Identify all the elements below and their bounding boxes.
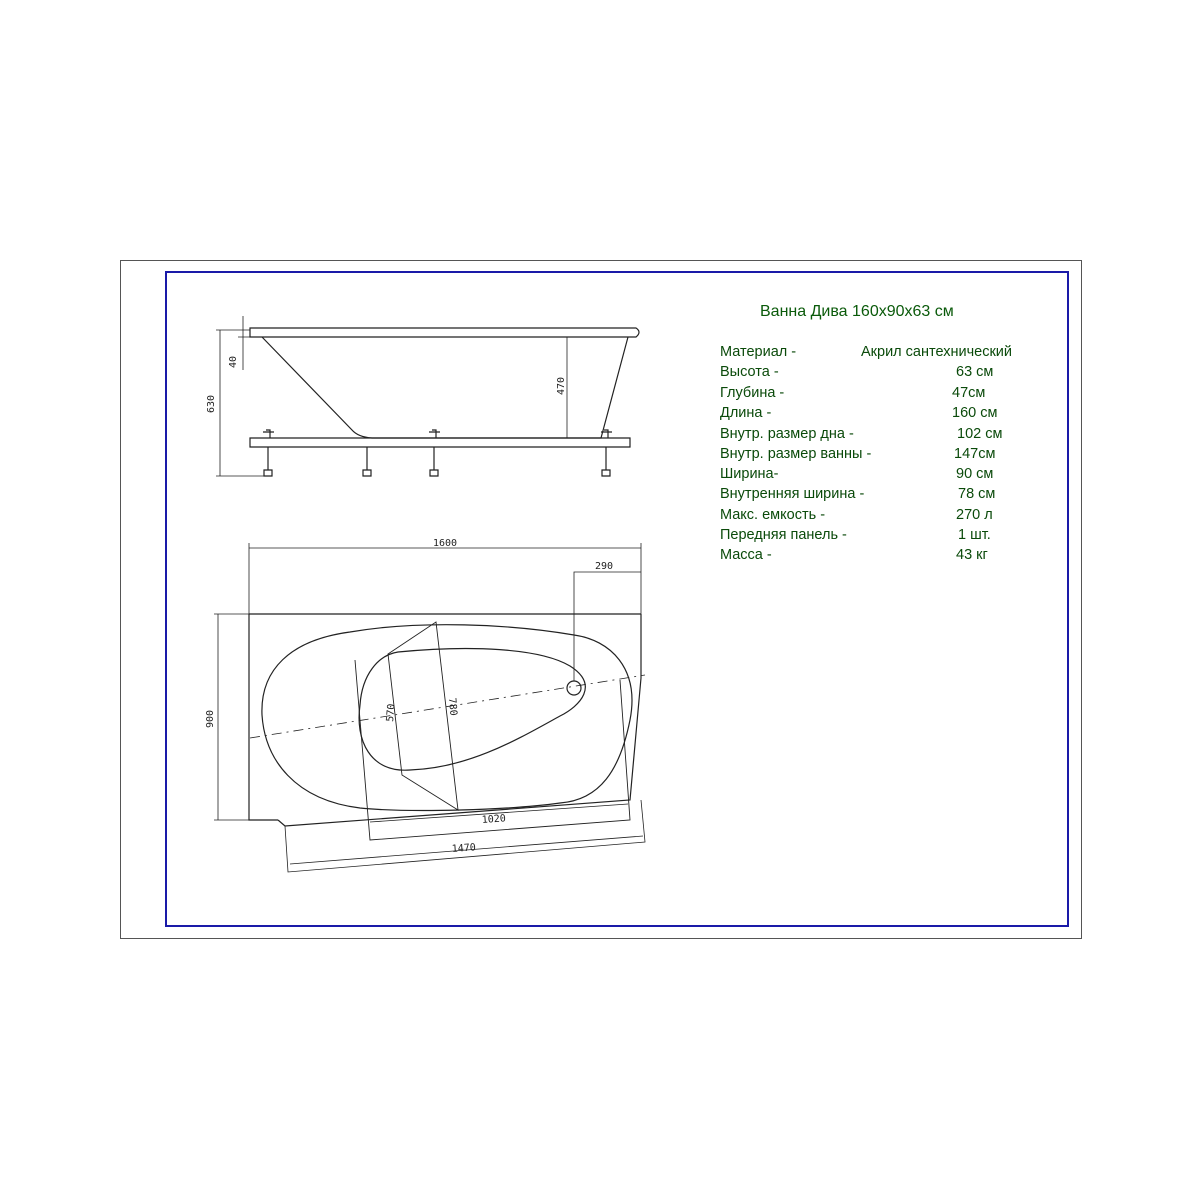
dim-label-1020: 1020 <box>481 813 507 826</box>
dim-label-290: 290 <box>595 561 614 572</box>
side-legs <box>263 430 612 476</box>
spec-value: 63 см <box>956 364 994 380</box>
leg <box>263 430 274 476</box>
spec-value: 102 см <box>957 426 1003 442</box>
spec-value: 270 л <box>956 507 993 523</box>
spec-label: Внутр. размер ванны - <box>720 446 872 462</box>
dim-label-40: 40 <box>228 355 239 368</box>
spec-label: Длина - <box>720 405 772 421</box>
spec-label: Внутр. размер дна - <box>720 426 854 442</box>
spec-value: 147см <box>954 446 996 462</box>
leg <box>363 447 371 476</box>
top-rotated-outline <box>278 678 641 826</box>
spec-value: 1 шт. <box>958 527 991 543</box>
dim-line-1600 <box>249 543 641 614</box>
dim-label-570: 570 <box>385 703 398 723</box>
spec-label: Макс. емкость - <box>720 507 826 523</box>
leg <box>601 430 612 476</box>
spec-label: Масса - <box>720 547 772 563</box>
drain-dim-line <box>574 572 641 681</box>
side-rim <box>250 328 639 337</box>
leg <box>429 430 440 476</box>
spec-label: Материал - <box>720 344 797 360</box>
dimension-labels <box>205 356 613 855</box>
dim-label-1600: 1600 <box>433 538 458 549</box>
spec-value: 43 кг <box>956 547 988 563</box>
spec-label: Ширина- <box>720 466 779 482</box>
spec-label: Внутренняя ширина - <box>720 486 865 502</box>
dim-line-40 <box>238 316 250 370</box>
dim-line-900 <box>214 614 249 820</box>
top-view <box>214 543 645 872</box>
spec-value: Акрил сантехнический <box>861 344 1012 360</box>
spec-value: 47см <box>952 385 986 401</box>
top-outline <box>249 614 641 820</box>
product-title: Ванна Дива 160х90х63 см <box>760 303 954 320</box>
dim-label-900: 900 <box>205 709 216 728</box>
dim-label-1470: 1470 <box>451 842 477 855</box>
spec-label: Высота - <box>720 364 779 380</box>
spec-value: 78 см <box>958 486 996 502</box>
drain-hole <box>567 681 581 695</box>
spec-label: Глубина - <box>720 385 785 401</box>
spec-value: 90 см <box>956 466 994 482</box>
side-view <box>216 316 639 476</box>
spec-value: 160 см <box>952 405 998 421</box>
dim-line-630 <box>216 330 266 476</box>
side-tub-body <box>262 337 628 438</box>
dim-line-1470 <box>285 800 645 872</box>
side-base-frame <box>250 438 630 447</box>
dim-label-470: 470 <box>556 376 567 395</box>
spec-label: Передняя панель - <box>720 527 847 543</box>
dim-label-630: 630 <box>206 394 217 413</box>
dim-label-780: 780 <box>446 697 459 717</box>
